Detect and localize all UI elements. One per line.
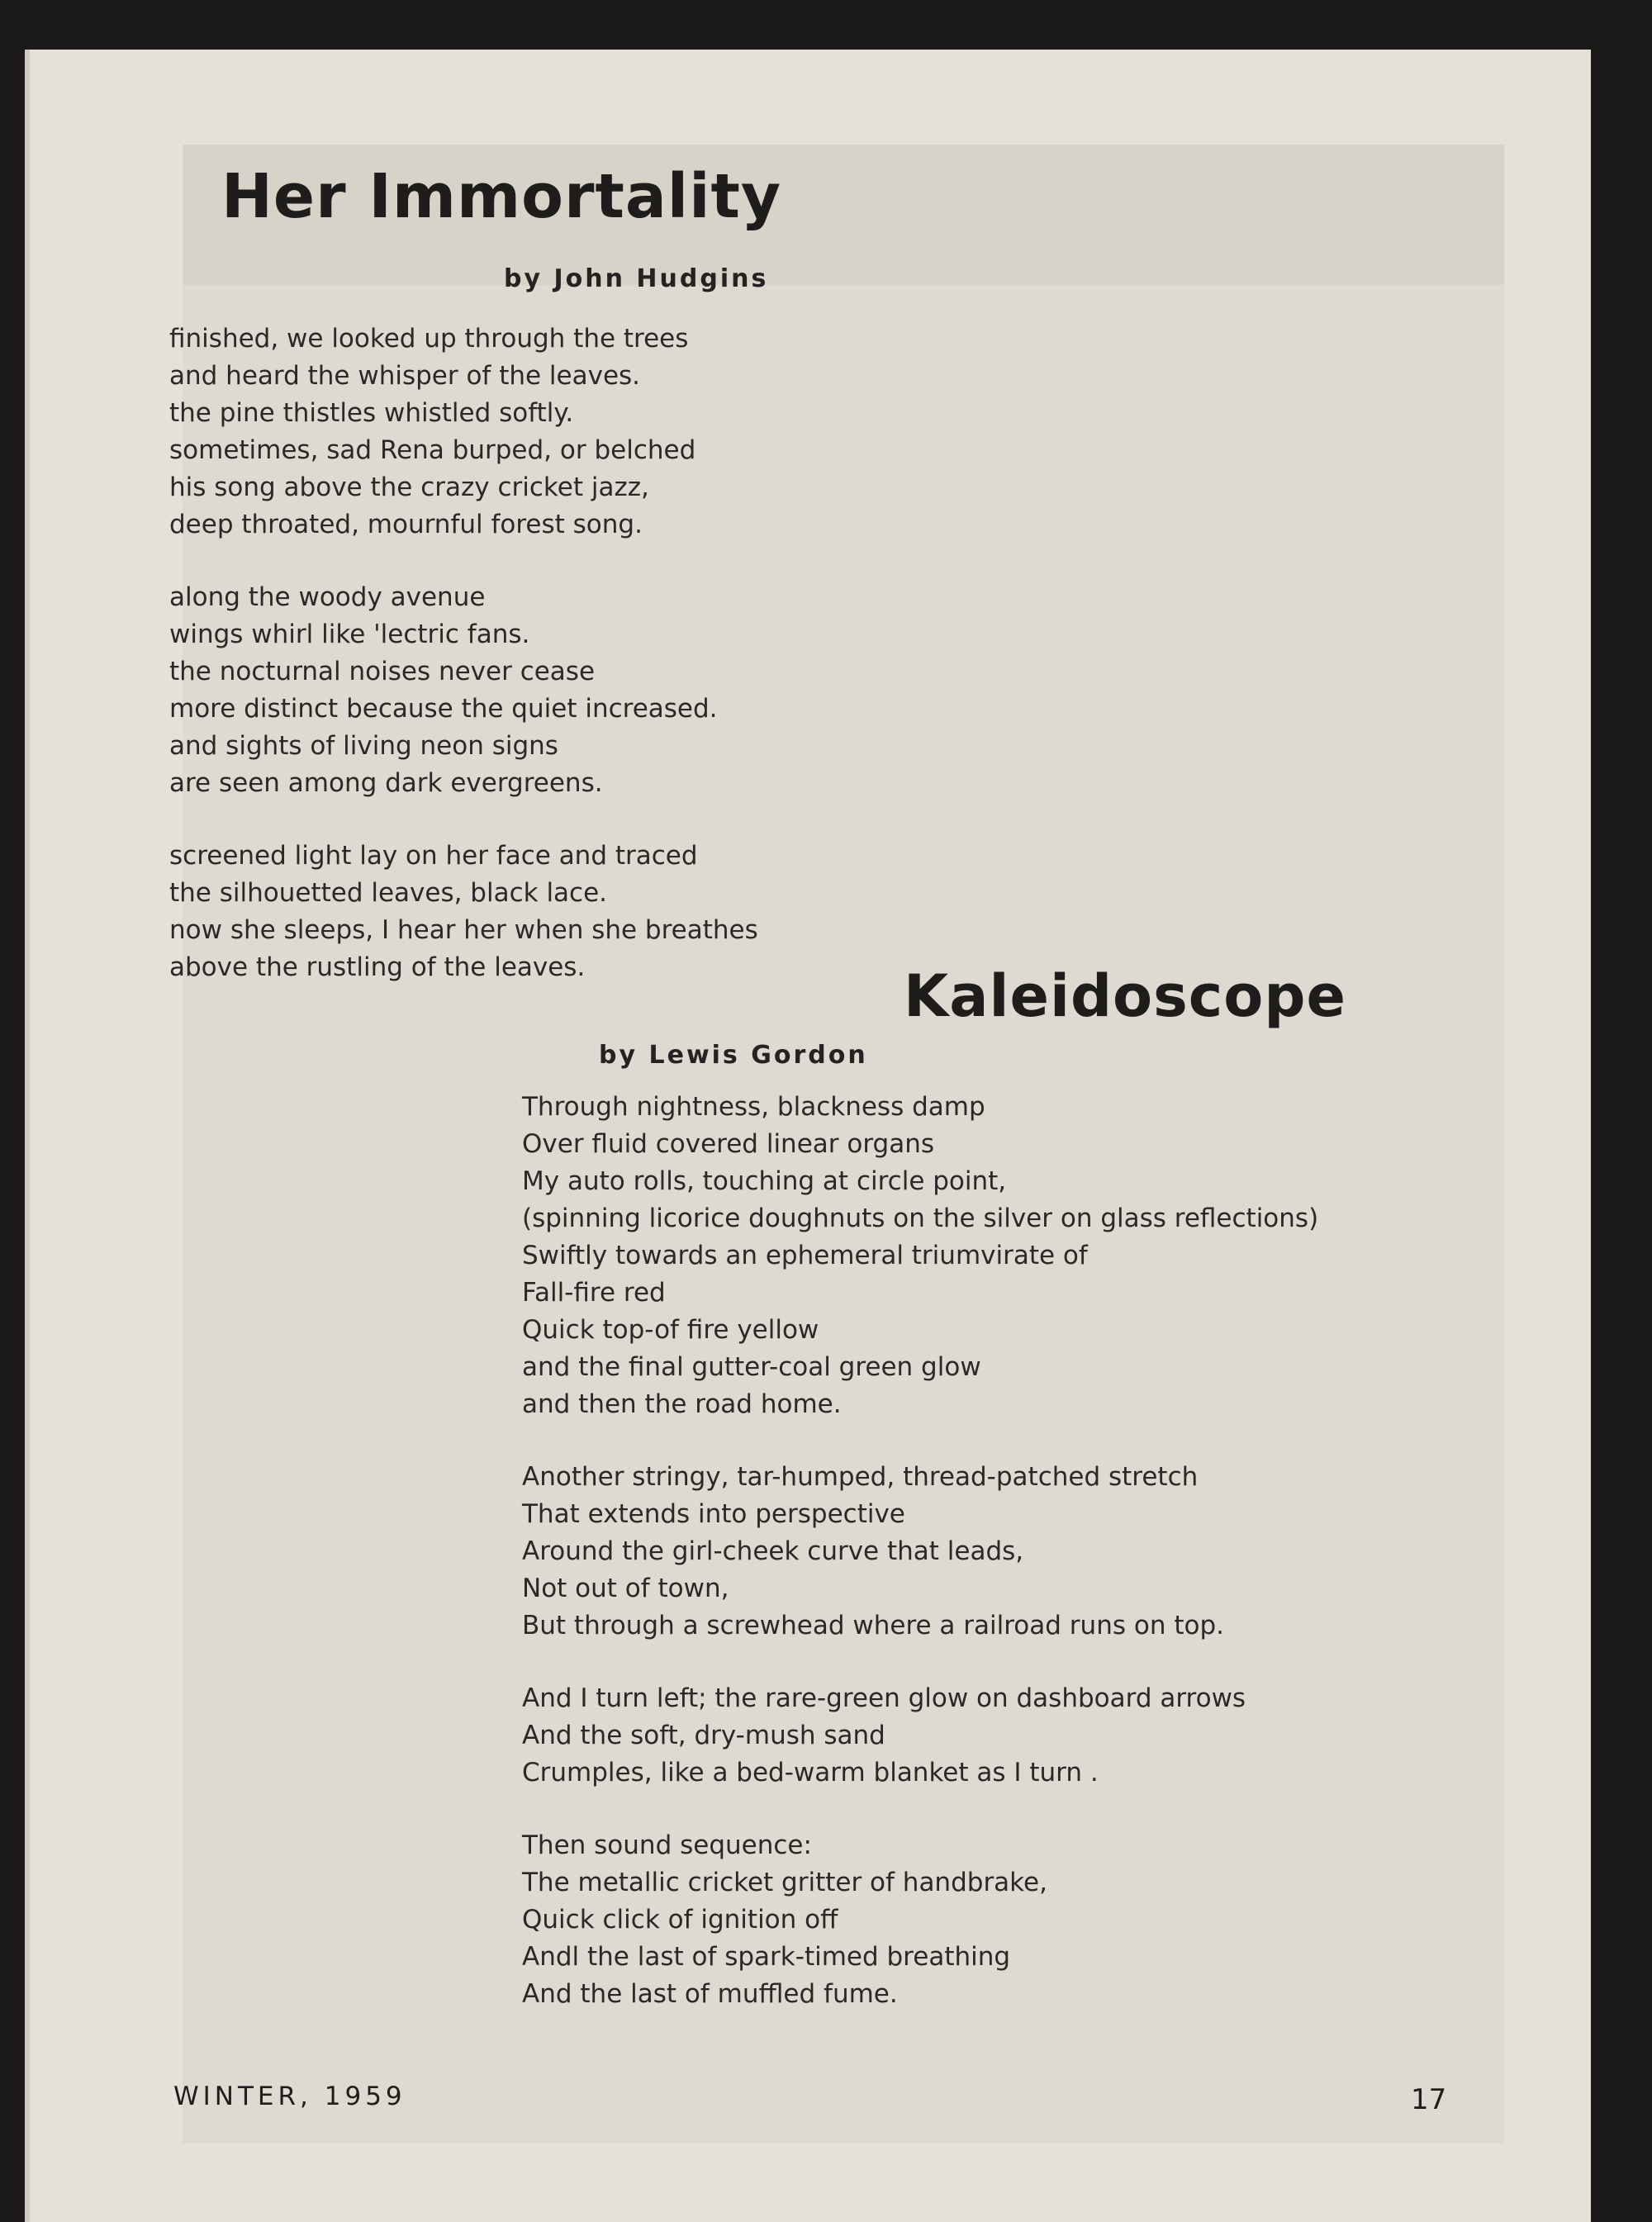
poem-line: But through a screwhead where a railroad runs on top.: [522, 1611, 1224, 1640]
stanza: [169, 579, 758, 802]
stanza: [522, 1089, 1318, 1423]
poem-line: Crumples, like a bed-warm blanket as I turn .: [522, 1758, 1099, 1788]
poem-line: and heard the whisper of the leaves.: [169, 361, 641, 391]
poem-line: more distinct because the quiet increased.: [169, 694, 718, 724]
poem-line: the pine thistles whistled softly.: [169, 398, 574, 428]
poem-line: Then sound sequence:: [522, 1830, 812, 1860]
poem-line: and then the road home.: [522, 1389, 842, 1419]
poem-line: Quick top-of fire yellow: [522, 1315, 819, 1345]
poem-line: And the soft, dry-mush sand: [522, 1721, 885, 1750]
poem-line: are seen among dark evergreens.: [169, 768, 603, 798]
poem-line: (spinning licorice doughnuts on the silver on glass reflections): [522, 1204, 1319, 1233]
poem-line: Around the girl-cheek curve that leads,: [522, 1536, 1024, 1566]
poem-body: [522, 1089, 1318, 2013]
poem-line: now she sleeps, I hear her when she breathes: [169, 915, 758, 945]
poem-line: Quick click of ignition off: [522, 1905, 838, 1935]
page-number: 17: [1411, 2083, 1447, 2116]
stanza: [169, 320, 758, 544]
poem-line: screened light lay on her face and traced: [169, 841, 698, 871]
poem-line: and sights of living neon signs: [169, 731, 558, 761]
poem-line: his song above the crazy cricket jazz,: [169, 472, 649, 502]
issue-date: WINTER, 1959: [173, 2082, 406, 2111]
poem-line: That extends into perspective: [522, 1499, 905, 1529]
poem-byline: by Lewis Gordon: [599, 1041, 868, 1070]
poem-line: the silhouetted leaves, black lace.: [169, 878, 608, 908]
poem-line: Andl the last of spark-timed breathing: [522, 1942, 1011, 1972]
poem-line: My auto rolls, touching at circle point,: [522, 1166, 1007, 1196]
poem-line: Through nightness, blackness damp: [522, 1092, 985, 1122]
poem-line: deep throated, mournful forest song.: [169, 510, 643, 539]
poem-line: Another stringy, tar-humped, thread-patched stretch: [522, 1462, 1199, 1492]
poem-line: Swiftly towards an ephemeral triumvirate of: [522, 1241, 1088, 1270]
poem-line: and the final gutter-coal green glow: [522, 1352, 981, 1382]
poem-title: Kaleidoscope: [904, 962, 1346, 1030]
poem-line: And I turn left; the rare-green glow on dashboard arrows: [522, 1683, 1246, 1713]
poem-byline: by John Hudgins: [504, 264, 769, 293]
poem-line: The metallic cricket gritter of handbrake,: [522, 1868, 1047, 1897]
poem-line: sometimes, sad Rena burped, or belched: [169, 435, 696, 465]
stanza: [522, 1680, 1318, 1792]
stanza: [169, 838, 758, 986]
stanza: [522, 1827, 1318, 2013]
poem-line: And the last of muffled fume.: [522, 1979, 898, 2009]
poem-line: Over fluid covered linear organs: [522, 1129, 935, 1159]
poem-line: wings whirl like 'lectric fans.: [169, 620, 530, 649]
poem-line: Not out of town,: [522, 1574, 729, 1603]
stanza: [522, 1459, 1318, 1645]
poem-line: above the rustling of the leaves.: [169, 952, 586, 982]
poem-body: [169, 320, 758, 986]
poem-line: finished, we looked up through the trees: [169, 324, 689, 354]
poem-line: along the woody avenue: [169, 582, 486, 612]
poem-title: Her Immortality: [221, 161, 782, 232]
poem-line: Fall-fire red: [522, 1278, 666, 1308]
poem-line: the nocturnal noises never cease: [169, 657, 596, 686]
